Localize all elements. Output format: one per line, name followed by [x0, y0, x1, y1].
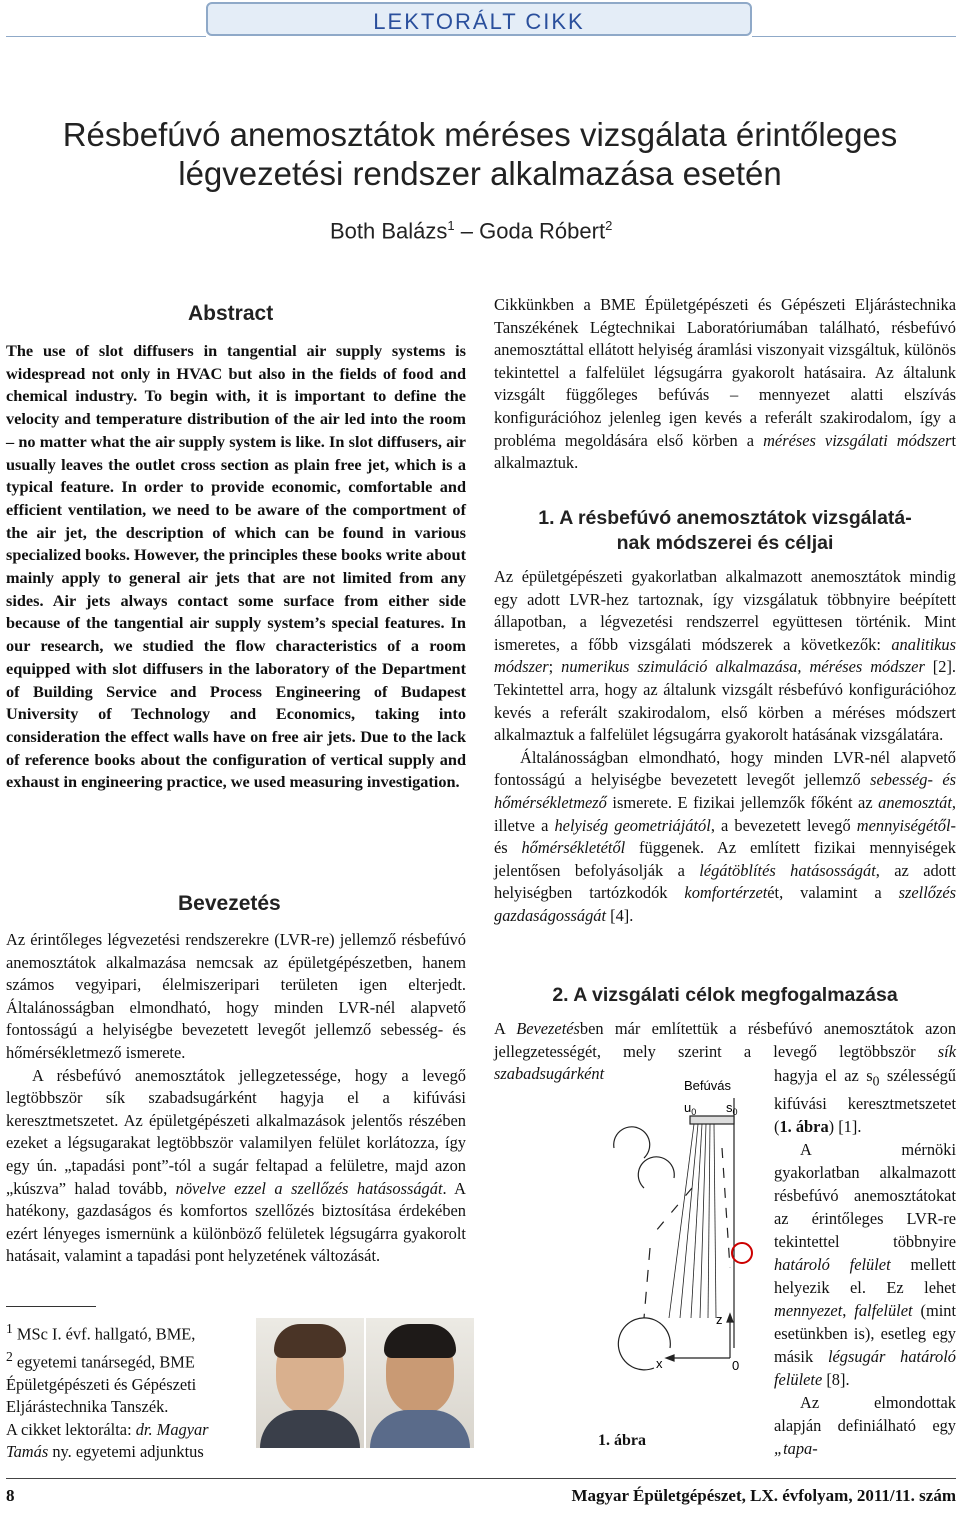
shirt-shape-2	[370, 1410, 470, 1448]
s2p1-d: szélességű kifúvási keresztmetszetet (	[774, 1066, 957, 1137]
footer-rule	[6, 1478, 956, 1479]
abstract-heading: Abstract	[188, 302, 274, 325]
right-intro-text: Cikkünkben a BME Épületgépészeti és Gépészeti Eljárástechnika Tanszékének Légtechnikai Laboratóriumában található, résbefúvó anemosztáttal ellátott helyiség áramlási viszonyait vizsgáltuk, különös tekintettel a falfelület légsugárra gyakorolt hatásaira. Az általunk vizsgált függőleges befúvás – mennyezet alatti elszívás konfigurációhoz jelenleg igen kevés a referált szakirodalom, így a probléma megoldására első körben a	[494, 295, 956, 450]
jet-line-1	[669, 1124, 694, 1318]
right-intro-emphasis: méréses vizsgálati módszer	[763, 430, 952, 450]
slot-diffuser	[690, 1116, 734, 1124]
figure-1-caption: 1. ábra	[598, 1432, 646, 1449]
s1p1-em-2: numerikus szimuláció alkalmazása, méréses módszer	[561, 657, 925, 677]
intro-p2-text: A résbefúvó anemosztátok jellegzetessége, hogy a levegő legtöbbször sík szabadsugárként hagyja el a kifúvási keresztmetszetet. Az épületgépészeti alkalmazások jelentős részében ezeket a légsugarakat legtöbbször valamilyen felület korlátozza, így egy ún. „tapadási pont”-tól a sugár feltapad a felületre, majd azon „kúszva” halad tovább,	[6, 1065, 466, 1198]
section-2-heading: 2. A vizsgálati célok megfogalmazása	[552, 984, 898, 1006]
title-line-2: légvezetési rendszer alkalmazása esetén	[178, 155, 782, 192]
s2p1-a: A	[494, 1019, 517, 1038]
author-photo-2	[366, 1318, 474, 1448]
figure-x-label: x	[656, 1356, 663, 1371]
section-1-paragraph-2	[494, 747, 956, 928]
s2p1-sub: 0	[872, 1073, 880, 1089]
reviewer-name: dr. Magyar Tamás	[6, 1419, 209, 1461]
s1p2-em7: komfortérzet	[684, 883, 768, 903]
shirt-shape-1	[260, 1410, 360, 1448]
intro-body	[6, 929, 466, 1268]
s1p2-em1: sebesség- és hőmérsékletmező	[494, 770, 957, 812]
s1p1-text-b: [2]. Tekintettel arra, hogy az általunk vizsgált résbefúvó konfigurációhoz kevés a referált szakirodalom, első körben a méréses módszert alkalmaztuk a falfelület légsugárra gyakorolt hatásának vizsgálatára.	[494, 657, 957, 745]
author-photo-1	[256, 1318, 364, 1448]
s2p2-b: mellett helyezik el. Ez lehet	[774, 1255, 956, 1298]
right-intro-paragraph	[494, 294, 956, 475]
s1p2-em3: helyiség geometriájától	[554, 815, 711, 835]
banner-rule-right	[752, 36, 956, 37]
footnote-1-mark: 1	[6, 1321, 13, 1336]
figure-s0-label	[726, 1100, 738, 1117]
section-1-heading	[494, 506, 956, 556]
section-1-paragraph-1	[494, 566, 956, 747]
right-intro-end: t alkalmaztuk.	[494, 430, 956, 473]
s2p2-em1: határoló felület	[774, 1255, 891, 1275]
s2p2-e: [8].	[822, 1370, 850, 1390]
s1p2-d: , a bevezetett levegő	[710, 815, 857, 835]
s0-symbol: s	[726, 1100, 733, 1115]
section-1-heading-line-1: 1. A résbefúvó anemosztátok vizsgálatá-	[538, 507, 912, 529]
s1p2-c: , illetve a	[494, 792, 956, 835]
intro-heading: Bevezetés	[178, 892, 281, 915]
s1p1-em-1: analitikus módszer	[494, 634, 956, 677]
hair-shape-1	[274, 1324, 346, 1358]
section-2-paragraph-3	[774, 1391, 956, 1460]
intro-p2-emphasis: növelve ezzel a szellőzés hatásosságát	[175, 1178, 443, 1198]
section-2-paragraph-1	[774, 1064, 956, 1138]
intro-p2-text-end: . A hatékony, gazdaságos és komfortos szellőzés biztosítása érdekében ezért lényeges ismernünk a különböző felületek légsugárra gyakorolt hatásait, valamint a tapadási pont helyzetének változását.	[6, 1178, 466, 1266]
x-arrow	[666, 1355, 674, 1361]
footnote-rule	[6, 1306, 96, 1307]
s1p2-em6: légátöblítés hatásosságát	[699, 860, 876, 880]
title-line-1: Résbefúvó anemosztátok méréses vizsgálata érintőleges	[62, 116, 898, 153]
footnote-2-mark: 2	[6, 1348, 13, 1364]
figure-u0-label	[684, 1100, 696, 1117]
s1p2-em8: szellőzés gazdaságosságát	[494, 883, 956, 925]
jet-boundary-left-low	[644, 1248, 650, 1318]
s2p3-em: „tapa-	[774, 1439, 818, 1459]
s2p1-em: Bevezetés	[516, 1019, 580, 1038]
s1p2-f: függenek. Az említett fizikai mennyiségek jelentősen befolyásolják a	[494, 838, 956, 880]
s2p2-d: (mint esetünkben is), esetleg egy másik	[774, 1301, 956, 1367]
abstract-text: The use of slot diffusers in tangential air supply systems is widespread not only in HVAC but also in the fields of food and chemical industry. To begin with, it is important to define the velocity and temperature distribution of the air led into the room – no matter what the air supply system is like. In slot diffusers, air usually leaves the outlet cross section as plain free jet, which is a typical feature. In order to provide economic, comfortable and efficient ventilation, we need to be aware of the comportment of the air jet, the description of which can be found in various specialized books. However, the principles these books write about mainly apply to general air jets that are not limited from any sides. Air jets always contact some surface from either side because of the tangential air supply system’s special features. In our research, we studied the flow characteristics of a room equipped with slot diffusers in the laboratory of the Department of Building Service and Process Engineering of Budapest University of Technology and Economics, taking into consideration the effect walls have on free air jets. Due to the lack of reference books about the configuration of vertical supply and exhaust in engineering practice, we used measuring investigation.	[6, 341, 466, 792]
s1p2-b: ismerete. E fizikai jellemzők főként az	[606, 792, 879, 812]
hair-shape-2	[384, 1324, 456, 1358]
jet-line-4	[700, 1124, 706, 1318]
section-2-paragraph-2	[774, 1138, 956, 1391]
reviewer-label: A cikket lektorálta:	[6, 1419, 136, 1439]
journal-citation: Magyar Épületgépészet, LX. évfolyam, 2011/11. szám	[571, 1486, 956, 1505]
jet-line-2	[680, 1124, 698, 1318]
z-arrow	[727, 1314, 733, 1322]
footnotes	[6, 1318, 254, 1463]
s1p1-text-m: ;	[548, 657, 562, 677]
s2p2-a: A mérnöki gyakorlatban alkalmazott résbefúvó anemosztátokat az érintőleges LVR-re tekintettel többnyire	[774, 1140, 956, 1252]
banner-label: LEKTORÁLT CIKK	[373, 9, 585, 34]
s1p2-g: , az adott helyiségben tartózkodók	[494, 860, 956, 903]
intro-paragraph-1: Az érintőleges légvezetési rendszerekre (LVR-re) jellemző résbefúvó anemosztátok alkalmazása nemcsak az épületgépészetben, hanem számos vegyipari, élelmiszeripari területen igen elterjedt. Általánosságban elmondható, hogy minden LVR-nél alapvető fontosságú a helyiségbe bevezetett levegőt jellemző sebesség- és hőmérsékletmező ismerete.	[6, 930, 466, 1062]
vortex-lower	[618, 1318, 670, 1370]
jet-line-6	[714, 1124, 716, 1318]
footnote-2: egyetemi tanársegéd, BME Épületgépészeti és Gépészeti Eljárástechnika Tanszék.	[6, 1352, 197, 1417]
s2p1-c: hagyja el az s	[774, 1066, 873, 1085]
figure-befuvas-label: Befúvás	[684, 1078, 731, 1093]
footnote-1: MSc I. évf. hallgató, BME,	[12, 1324, 196, 1344]
figure-1-diagram	[494, 1068, 772, 1430]
jet-line-5	[708, 1124, 710, 1318]
s1p2-em5: hőmérsékletétől	[521, 838, 626, 858]
author-2-mark: 2	[605, 218, 613, 233]
author-2: Goda Róbert	[479, 218, 606, 244]
s1p2-em4: mennyiségétől	[856, 815, 951, 835]
section-1-body	[494, 566, 956, 928]
s1p2-h: ét, valamint a	[767, 883, 899, 903]
section-banner	[206, 2, 752, 36]
s1p2-i: [4].	[606, 905, 634, 925]
s2p2-em4: légsugár határoló felülete	[774, 1347, 956, 1390]
s2p1-e: ) [1].	[828, 1117, 862, 1137]
s2p1-em2: sík szabadsugárként	[494, 1041, 956, 1084]
jet-boundary-right	[722, 1148, 730, 1268]
author-1-mark: 1	[447, 218, 455, 233]
page-number: 8	[6, 1486, 15, 1505]
vortex-middle	[638, 1157, 674, 1188]
s2p3-a: Az elmondottak alapján definiálható egy	[774, 1393, 956, 1436]
s1p1-text-a: Az épületgépészeti gyakorlatban alkalmazott anemosztátok mindig egy adott LVR-hez tartoznak, így vizsgálatuk többnyire beépített állapotban, a légvezetési rendszerrel együttesen történik. Mint ismeretes, a főbb vizsgálati módszerek a következők:	[494, 567, 956, 654]
s1p2-e: - és	[494, 815, 956, 858]
section-1-heading-line-2: nak módszerei és céljai	[616, 532, 834, 554]
section-2-wrap-text	[774, 1064, 956, 1460]
u0-subscript: 0	[691, 1107, 697, 1117]
vortex-left	[614, 1127, 650, 1158]
figure-reference: 1. ábra	[779, 1117, 829, 1137]
figure-origin-label: 0	[732, 1358, 740, 1373]
author-1: Both Balázs	[330, 218, 448, 244]
s2p2-em3: falfelület	[854, 1301, 913, 1321]
s0-subscript: 0	[732, 1107, 738, 1117]
u0-symbol: u	[684, 1100, 692, 1115]
intro-paragraph-2	[6, 1065, 466, 1268]
attachment-point-marker	[732, 1243, 752, 1263]
jet-boundary-left	[650, 1188, 692, 1238]
figure-z-label: z	[716, 1312, 723, 1327]
s2p2-c: ,	[842, 1301, 855, 1321]
banner-rule-left	[6, 36, 206, 37]
reviewer-title: ny. egyetemi adjunktus	[48, 1441, 204, 1461]
jet-line-3	[691, 1124, 702, 1318]
s2p1-b: ben már említettük a résbefúvó anemosztátok azon jellegzetességét, mely szerint a levegő legtöbbször	[494, 1019, 957, 1061]
authors	[330, 218, 612, 244]
s2p2-em2: mennyezet	[774, 1301, 843, 1321]
s1p2-a: Általánosságban elmondható, hogy minden LVR-nél alapvető fontosságú a helyiségbe bevezetett levegőt jellemző	[494, 747, 956, 790]
s1p2-em2: anemosztát	[878, 792, 952, 812]
author-separator: –	[454, 218, 480, 244]
